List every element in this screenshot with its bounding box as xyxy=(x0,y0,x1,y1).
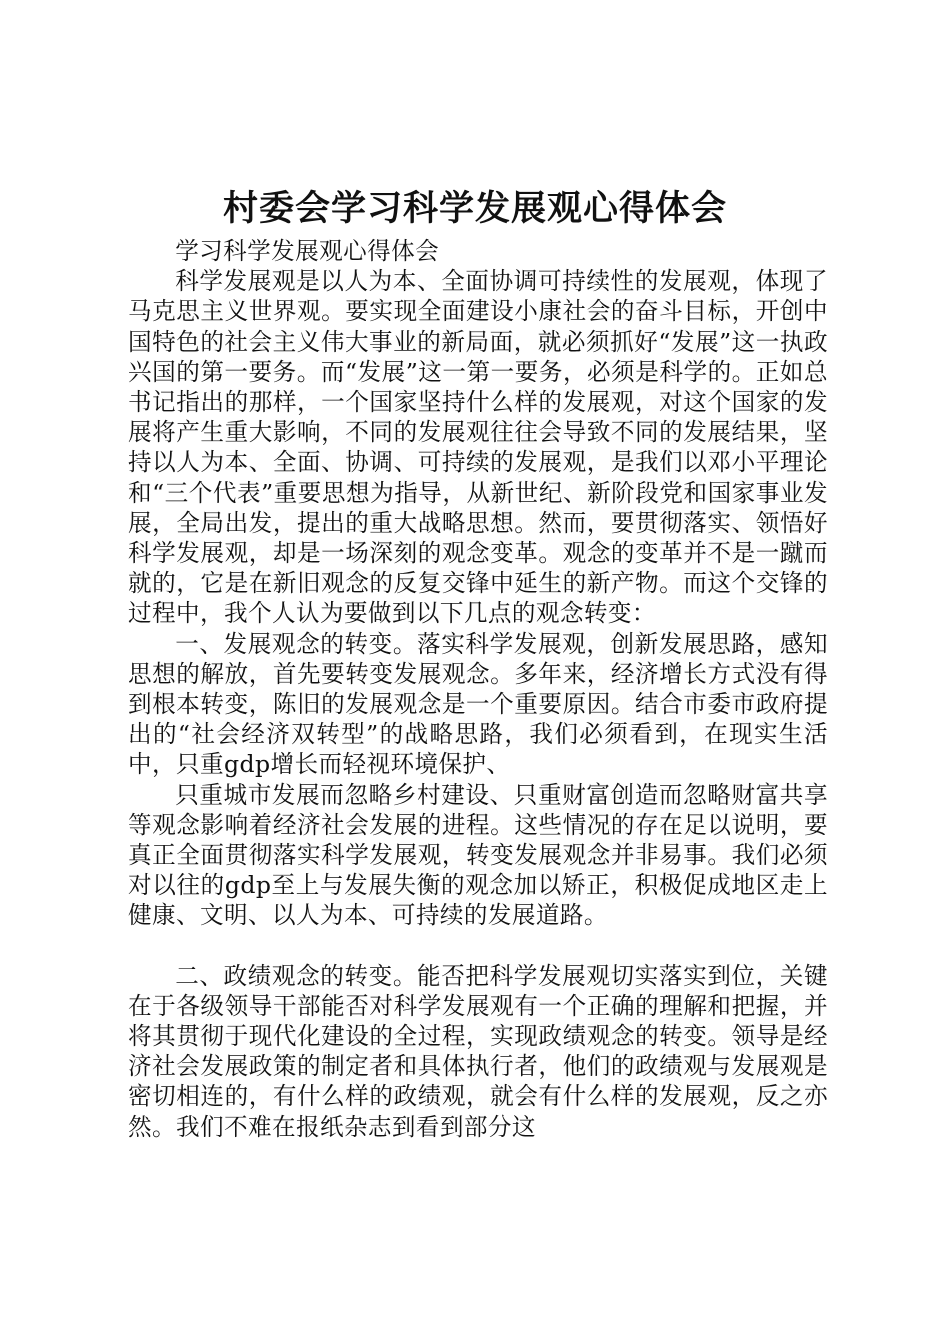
document-body xyxy=(128,236,828,1142)
paragraph-development-continued: 只重城市发展而忽略乡村建设、只重财富创造而忽略财富共享等观念影响着经济社会发展的进程。这些情况的存在足以说明，要真正全面贯彻落实科学发展观，转变发展观念并非易事。我们必须对以往的gdp至上与发展失衡的观念加以矫正，积极促成地区走上健康、文明、以人为本、可持续的发展道路。 xyxy=(128,780,828,930)
paragraph-spacer xyxy=(128,931,828,961)
paragraph-intro: 科学发展观是以人为本、全面协调可持续性的发展观，体现了马克思主义世界观。要实现全面建设小康社会的奋斗目标，开创中国特色的社会主义伟大事业的新局面，就必须抓好“发展”这一执政兴国的第一要务。而“发展”这一第一要务，必须是科学的。正如总书记指出的那样，一个国家坚持什么样的发展观，对这个国家的发展将产生重大影响，不同的发展观往往会导致不同的发展结果，坚持以人为本、全面、协调、可持续的发展观，是我们以邓小平理论和“三个代表”重要思想为指导，从新世纪、新阶段党和国家事业发展，全局出发，提出的重大战略思想。然而，要贯彻落实、领悟好科学发展观，却是一场深刻的观念变革。观念的变革并不是一蹴而就的，它是在新旧观念的反复交锋中延生的新产物。而这个交锋的过程中，我个人认为要做到以下几点的观念转变： xyxy=(128,267,828,628)
document-title: 村委会学习科学发展观心得体会 xyxy=(222,189,727,229)
paragraph-performance-concept: 二、政绩观念的转变。能否把科学发展观切实落实到位，关键在于各级领导干部能否对科学发展观有一个正确的理解和把握，并将其贯彻于现代化建设的全过程，实现政绩观念的转变。领导是经济社会发展政策的制定者和具体执行者，他们的政绩观与发展观是密切相连的，有什么样的政绩观，就会有什么样的发展观，反之亦然。我们不难在报纸杂志到看到部分这 xyxy=(128,961,828,1141)
paragraph-development-concept: 一、发展观念的转变。落实科学发展观，创新发展思路，感知思想的解放，首先要转变发展观念。多年来，经济增长方式没有得到根本转变，陈旧的发展观念是一个重要原因。结合市委市政府提出的“社会经济双转型”的战略思路，我们必须看到，在现实生活中，只重gdp增长而轻视环境保护、 xyxy=(128,629,828,779)
document-subtitle: 学习科学发展观心得体会 xyxy=(175,237,440,265)
